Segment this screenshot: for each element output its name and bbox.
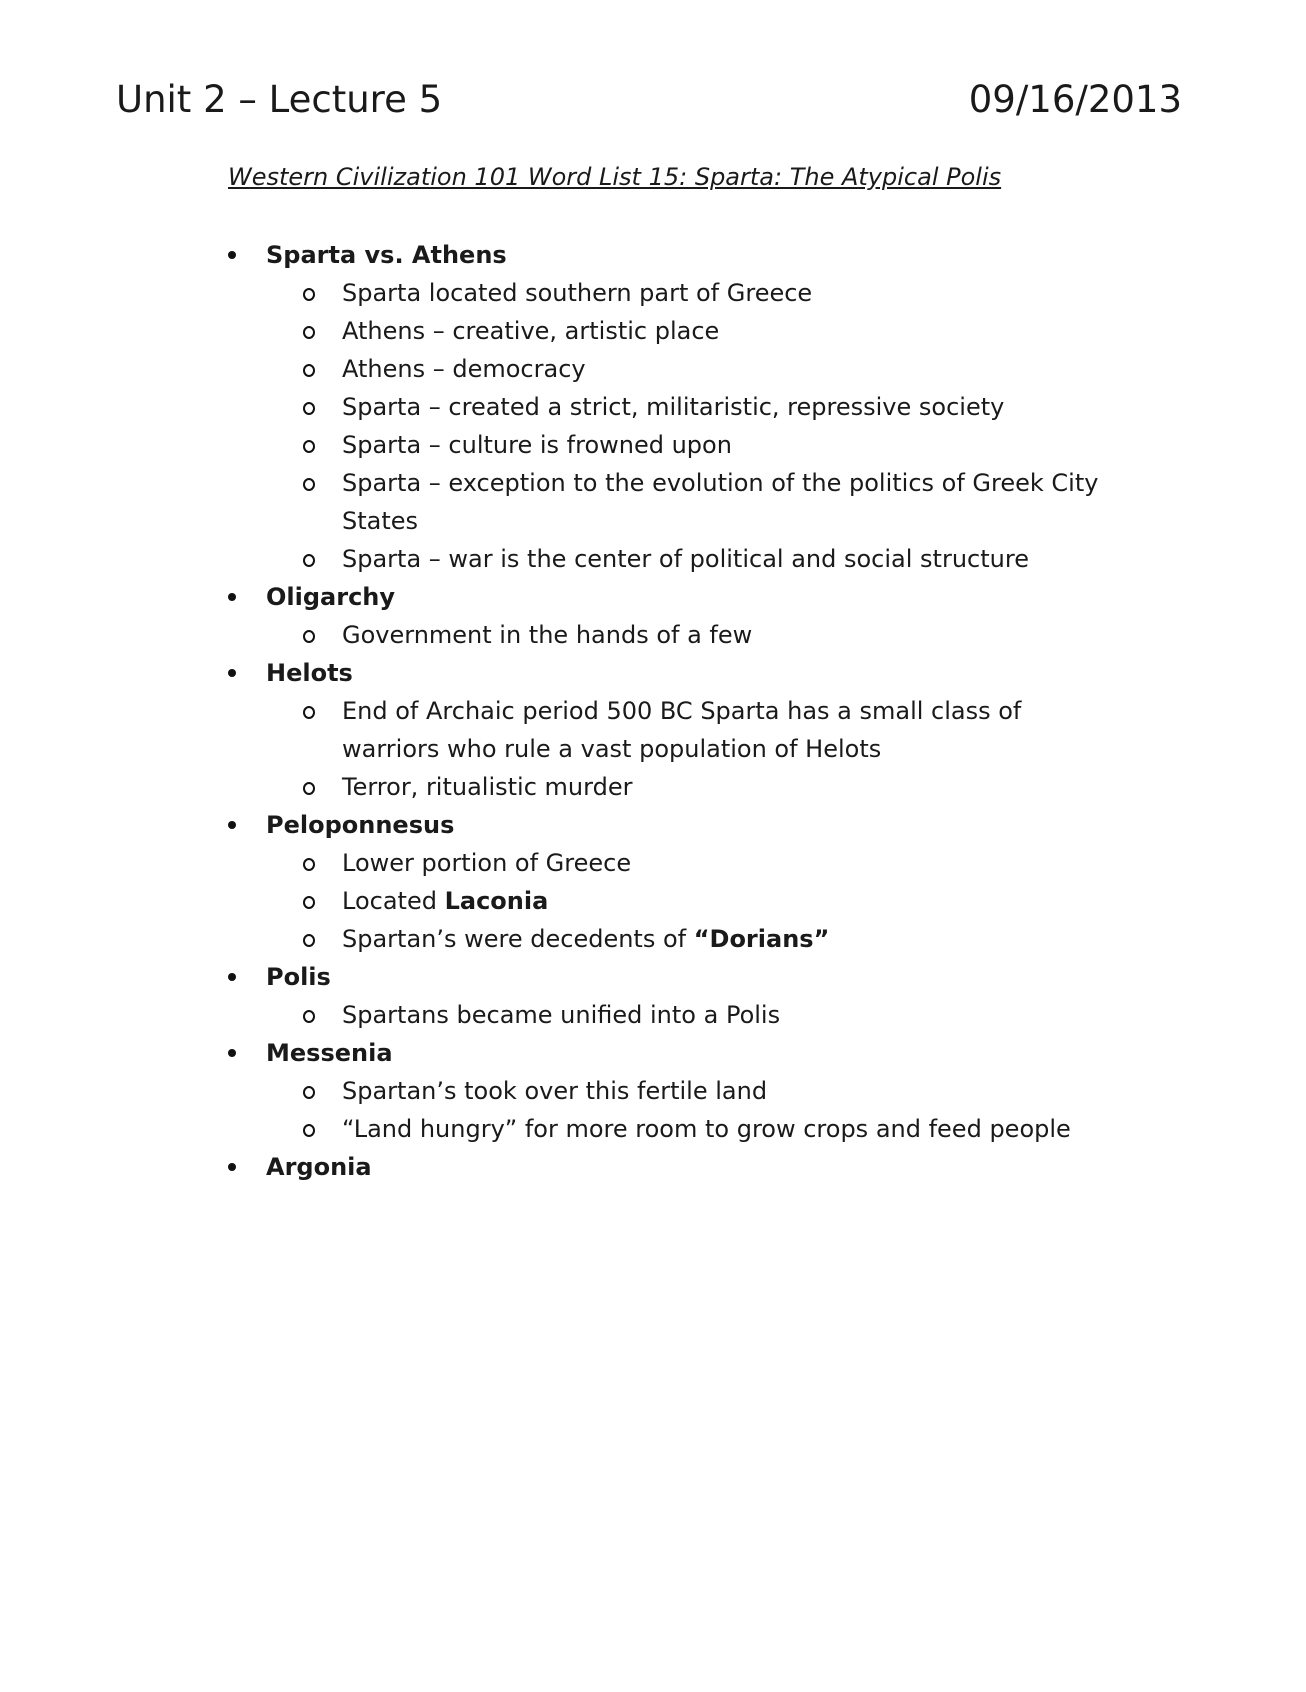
sub-list <box>0 1072 1306 1148</box>
topic-item <box>0 1148 1306 1186</box>
sub-item <box>0 616 1102 654</box>
sub-list <box>0 274 1306 578</box>
topic-label: Polis <box>266 963 331 991</box>
sub-list <box>0 616 1306 654</box>
word-list-heading: Western Civilization 101 Word List 15: Sparta: The Atypical Polis <box>228 163 1002 191</box>
topic-row <box>0 806 1306 844</box>
sub-item-text: Laconia <box>444 887 549 915</box>
circle-bullet-icon <box>303 440 315 453</box>
bullet-icon <box>228 821 236 829</box>
topic-label: Helots <box>266 659 353 687</box>
topic-row <box>0 1034 1306 1072</box>
circle-bullet-icon <box>303 554 315 567</box>
sub-item-text: Spartan’s were decedents of <box>342 925 694 953</box>
circle-bullet-icon <box>303 478 315 491</box>
topic-label: Argonia <box>266 1153 372 1181</box>
sub-item-text: Athens – creative, artistic place <box>342 317 720 345</box>
circle-bullet-icon <box>303 782 315 795</box>
sub-item-text: Athens – democracy <box>342 355 586 383</box>
circle-bullet-icon <box>303 326 315 339</box>
sub-item <box>0 1110 1102 1148</box>
sub-item-text: Terror, ritualistic murder <box>342 773 633 801</box>
sub-list <box>0 692 1306 806</box>
sub-item <box>0 312 1102 350</box>
sub-item <box>0 844 1102 882</box>
lecture-date: 09/16/2013 <box>968 78 1182 121</box>
sub-item <box>0 540 1102 578</box>
circle-bullet-icon <box>303 630 315 643</box>
topic-row <box>0 236 1306 274</box>
sub-item-text: “Land hungry” for more room to grow crops and feed people <box>342 1115 1071 1143</box>
topic-row <box>0 578 1306 616</box>
bullet-icon <box>228 669 236 677</box>
sub-item-text: Spartan’s took over this fertile land <box>342 1077 768 1105</box>
sub-item <box>0 426 1102 464</box>
sub-item-text: Sparta – exception to the evolution of the politics of Greek City States <box>342 469 1099 535</box>
sub-item <box>0 920 1102 958</box>
sub-list <box>0 996 1306 1034</box>
sub-item <box>0 692 1102 768</box>
lecture-title: Unit 2 – Lecture 5 <box>116 78 443 121</box>
circle-bullet-icon <box>303 402 315 415</box>
bullet-icon <box>228 593 236 601</box>
sub-item-text: Spartans became unified into a Polis <box>342 1001 781 1029</box>
circle-bullet-icon <box>303 1086 315 1099</box>
sub-item-text: Located <box>342 887 445 915</box>
topic-label: Peloponnesus <box>266 811 455 839</box>
bullet-icon <box>228 973 236 981</box>
sub-item <box>0 768 1102 806</box>
circle-bullet-icon <box>303 1124 315 1137</box>
sub-item-text: Sparta – culture is frowned upon <box>342 431 732 459</box>
sub-item-text: End of Archaic period 500 BC Sparta has a small class of warriors who rule a vast population of Helots <box>342 697 1022 763</box>
sub-item <box>0 882 1102 920</box>
sub-item <box>0 350 1102 388</box>
sub-item <box>0 388 1102 426</box>
topic-item <box>0 958 1306 1034</box>
circle-bullet-icon <box>303 934 315 947</box>
sub-item-text: Lower portion of Greece <box>342 849 632 877</box>
topic-label: Messenia <box>266 1039 393 1067</box>
topic-row <box>0 958 1306 996</box>
bullet-icon <box>228 251 236 259</box>
topic-item <box>0 1034 1306 1148</box>
page-header <box>116 74 1182 126</box>
sub-item-text: Sparta – war is the center of political and social structure <box>342 545 1029 573</box>
circle-bullet-icon <box>303 288 315 301</box>
circle-bullet-icon <box>303 706 315 719</box>
sub-list <box>0 844 1306 958</box>
sub-item <box>0 1072 1102 1110</box>
topic-label: Sparta vs. Athens <box>266 241 507 269</box>
sub-item-text: Sparta located southern part of Greece <box>342 279 813 307</box>
bullet-icon <box>228 1163 236 1171</box>
circle-bullet-icon <box>303 896 315 909</box>
circle-bullet-icon <box>303 1010 315 1023</box>
topic-row <box>0 654 1306 692</box>
circle-bullet-icon <box>303 858 315 871</box>
topic-item <box>0 654 1306 806</box>
topic-item <box>0 806 1306 958</box>
circle-bullet-icon <box>303 364 315 377</box>
bullet-icon <box>228 1049 236 1057</box>
sub-item-text: Sparta – created a strict, militaristic, repressive society <box>342 393 1005 421</box>
topic-label: Oligarchy <box>266 583 396 611</box>
sub-item <box>0 274 1102 312</box>
topic-row <box>0 1148 1306 1186</box>
sub-item <box>0 996 1102 1034</box>
sub-item-text: Government in the hands of a few <box>342 621 753 649</box>
topic-item <box>0 578 1306 654</box>
sub-item-text: “Dorians” <box>693 925 830 953</box>
sub-item <box>0 464 1102 540</box>
notes-outline <box>0 236 1306 1186</box>
topic-item <box>0 236 1306 578</box>
